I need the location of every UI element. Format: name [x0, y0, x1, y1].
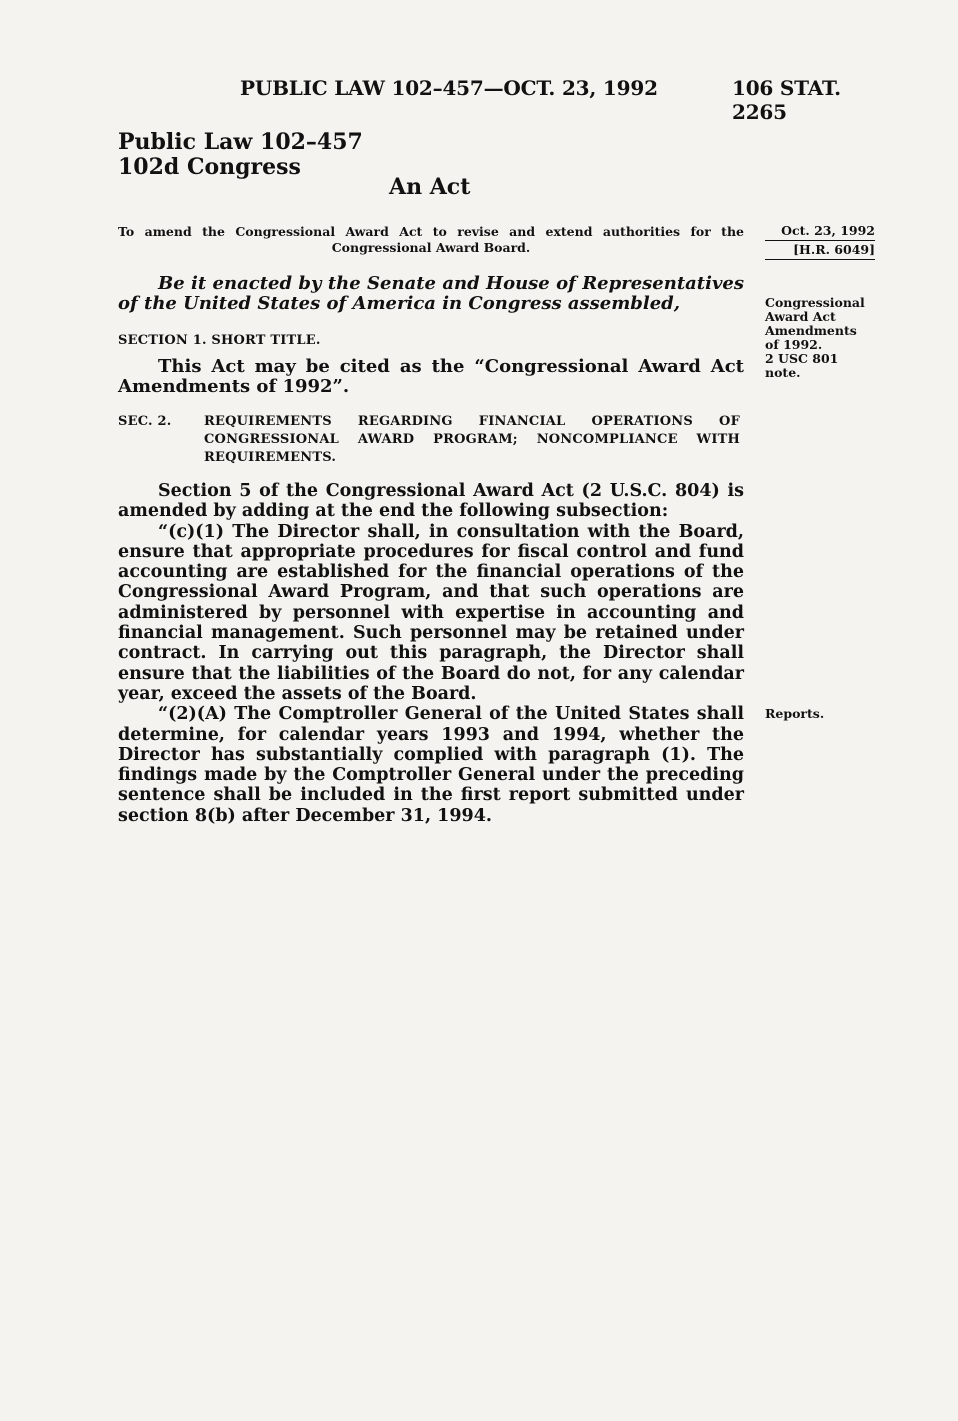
- section-2-heading: [118, 413, 744, 467]
- margin-short-title-note: [765, 296, 885, 380]
- section-1-text: This Act may be cited as the “Congressional Award Act Amendments of 1992”.: [118, 356, 744, 397]
- margin-line: Award Act: [765, 309, 836, 324]
- margin-line: Amendments: [765, 323, 857, 338]
- body-paragraph: Section 5 of the Congressional Award Act (2 U.S.C. 804) is amended by adding at the end the following subsection:: [118, 481, 744, 522]
- section-2-body: [118, 481, 744, 826]
- margin-date: Oct. 23, 1992: [765, 224, 875, 241]
- act-heading: An Act: [389, 174, 471, 200]
- body-paragraph: “(2)(A) The Comptroller General of the United States shall determine, for calendar years 1993 and 1994, whether the Director has substantially complied with paragraph (1). The findings made by the Comptroller General under the preceding sentence shall be included in the first report submitted under section 8(b) after December 31, 1994.: [118, 704, 744, 826]
- congress-label: 102d Congress: [118, 154, 301, 180]
- margin-reports-note: Reports.: [765, 706, 825, 721]
- purpose-statement: To amend the Congressional Award Act to revise and extend authorities for the Congressional Award Board.: [118, 224, 744, 255]
- running-head-citation: PUBLIC LAW 102–457—OCT. 23, 1992: [240, 76, 658, 100]
- section-2-number: SEC. 2.: [118, 414, 172, 429]
- margin-bill-number: [H.R. 6049]: [765, 243, 875, 260]
- public-law-number: Public Law 102–457: [118, 129, 363, 155]
- enacting-clause: Be it enacted by the Senate and House of Representatives of the United States of America in Congress assembled,: [118, 273, 744, 314]
- margin-line: note.: [765, 365, 801, 380]
- margin-line: 2 USC 801: [765, 351, 839, 366]
- law-title-block: [118, 130, 363, 180]
- body-paragraph: “(c)(1) The Director shall, in consultation with the Board, ensure that appropriate procedures for fiscal control and fund accounting are established for the financial operations of the Congressional Award Program, and that such operations are administered by personnel with expertise in accounting and financial management. Such personnel may be retained under contract. In carrying out this paragraph, the Director shall ensure that the liabilities of the Board do not, for any calendar year, exceed the assets of the Board.: [118, 521, 744, 704]
- page-stat-number: 106 STAT. 2265: [732, 76, 841, 124]
- section-1-heading: SECTION 1. SHORT TITLE.: [118, 333, 321, 348]
- section-2-title: REQUIREMENTS REGARDING FINANCIAL OPERATIONS OF CONGRESSIONAL AWARD PROGRAM; NONCOMPLIANCE WITH REQUIREMENTS.: [204, 414, 740, 465]
- margin-line: Congressional: [765, 295, 865, 310]
- margin-line: of 1992.: [765, 337, 823, 352]
